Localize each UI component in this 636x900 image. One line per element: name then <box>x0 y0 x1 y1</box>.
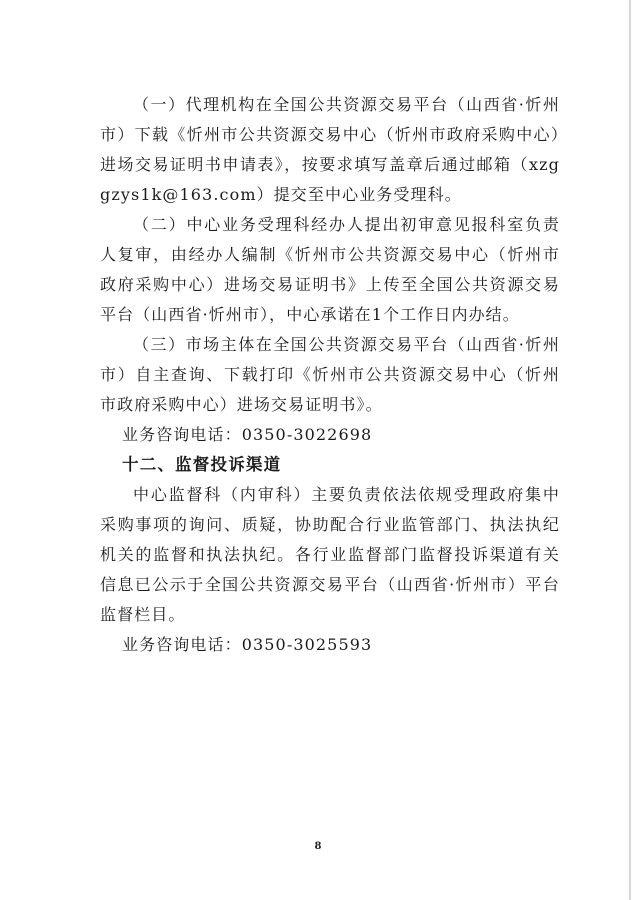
consult-phone-1: 业务咨询电话：0350-3022698 <box>122 425 373 444</box>
section-heading: 十二、监督投诉渠道 <box>122 455 282 474</box>
paragraph-step-3: （三）市场主体在全国公共资源交易平台（山西省·忻州市）自主查询、下载打印《忻州市公共资源交易中心（忻州市政府采购中心）进场交易证明书》。 <box>100 335 560 414</box>
paragraph-supervision: 中心监督科（内审科）主要负责依法依规受理政府集中采购事项的询问、质疑，协助配合行业监管部门、执法执纪机关的监督和执法执纪。各行业监督部门监督投诉渠道有关信息已公示于全国公共资源交易平台（山西省·忻州市）平台监督栏目。 <box>100 485 560 624</box>
paragraph-step-2: （二）中心业务受理科经办人提出初审意见报科室负责人复审，由经办人编制《忻州市公共资源交易中心（忻州市政府采购中心）进场交易证明书》上传至全国公共资源交易平台（山西省·忻州市），中心承诺在1个工作日内办结。 <box>100 215 560 324</box>
scan-edge-line <box>629 0 631 900</box>
page-number: 8 <box>314 841 322 852</box>
consult-phone-2: 业务咨询电话：0350-3025593 <box>122 635 373 654</box>
paragraph-step-1: （一）代理机构在全国公共资源交易平台（山西省·忻州市）下载《忻州市公共资源交易中心（忻州市政府采购中心）进场交易证明书申请表》，按要求填写盖章后通过邮箱（xzggzys1k@163.com）提交至中心业务受理科。 <box>100 95 560 204</box>
document-body <box>100 90 560 660</box>
